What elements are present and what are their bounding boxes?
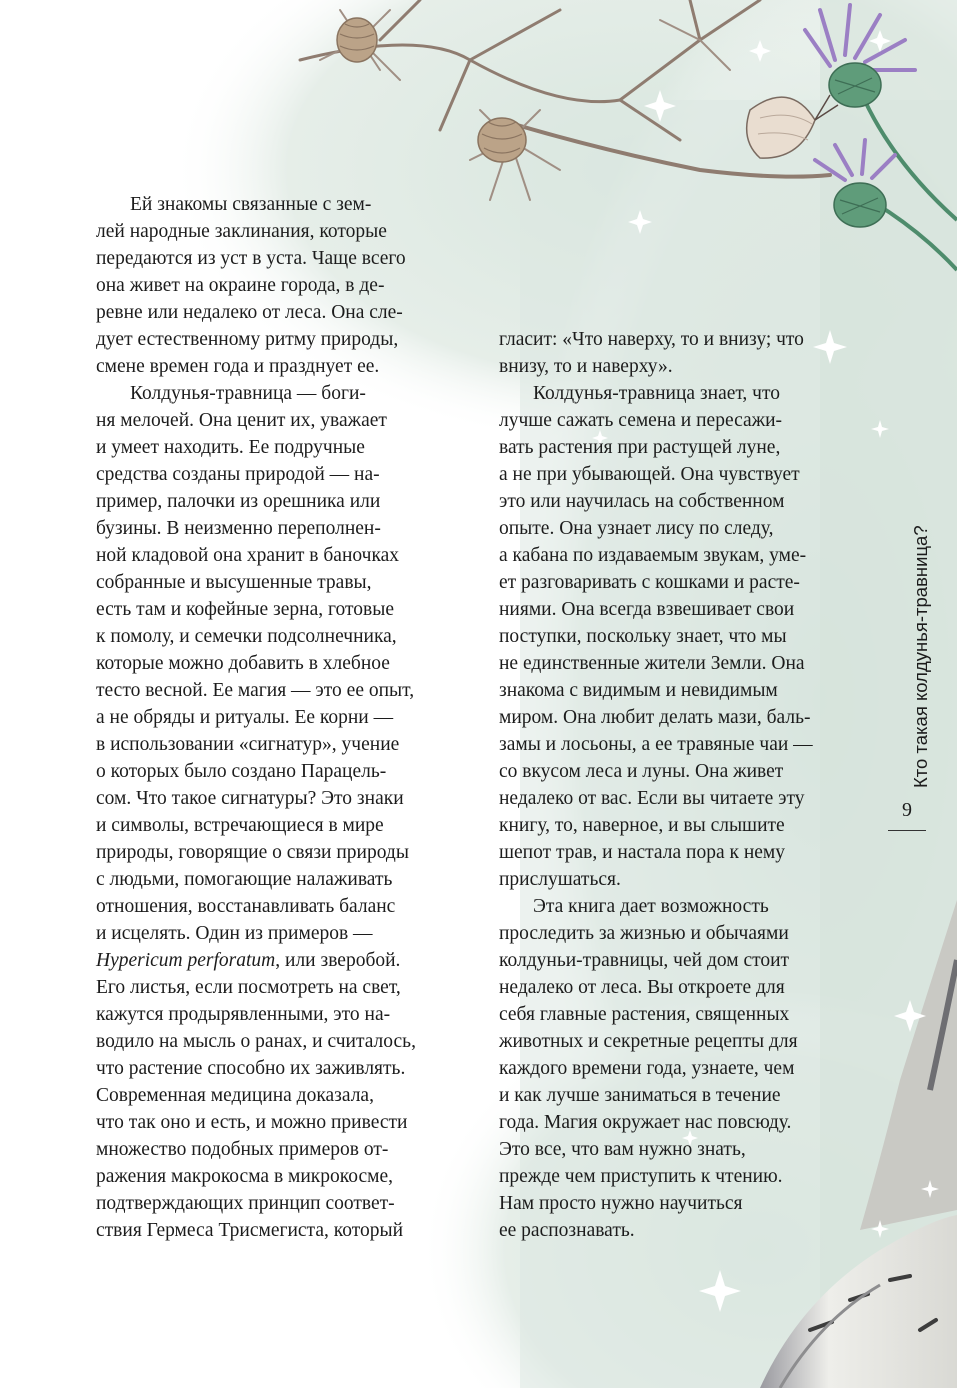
text-line: Эта книга дает возможность [533, 896, 769, 917]
text-line: вать растения при растущей луне, [499, 437, 781, 458]
text-line: проследить за жизнью и обычаями [499, 923, 789, 944]
text-line: а не обряды и ритуалы. Ее корни — [96, 707, 394, 728]
text-line: поступки, поскольку знает, что мы [499, 626, 787, 647]
text-line: это или научилась на собственном [499, 491, 785, 512]
text-line: что растение способно их заживлять. [96, 1058, 406, 1079]
text-line: внизу, то и наверху». [499, 356, 673, 377]
text-line: с людьми, помогающие налаживать [96, 869, 393, 890]
text-line: лучше сажать семена и пересажи- [499, 410, 783, 431]
page-number: 9 [902, 799, 912, 821]
text-line: себя главные растения, священных [499, 1004, 790, 1025]
text-line: бузины. В неизменно переполнен- [96, 518, 381, 539]
text-line: знакома с видимым и невидимым [499, 680, 778, 701]
text-line: природы, говорящие о связи природы [96, 842, 409, 863]
text-line: колдуньи-травницы, чей дом стоит [499, 950, 790, 971]
text-line: смене времен года и празднует ее. [96, 356, 380, 377]
text-line: есть там и кофейные зерна, готовые [96, 599, 394, 620]
text-line-latin-name [96, 947, 416, 974]
text-line: средства созданы природой — на- [96, 464, 380, 485]
text-line: она живет на окраине города, в де- [96, 275, 385, 296]
text-line: водило на мысль о ранах, и считалось, [96, 1031, 416, 1052]
text-line: пример, палочки из орешника или [96, 491, 381, 512]
text-line: шепот трав, и настала пора к нему [499, 842, 786, 863]
text-line: которые можно добавить в хлебное [96, 653, 390, 674]
text-line: Колдунья-травница — боги- [130, 383, 366, 404]
text-line: ствия Гермеса Трисмегиста, который [96, 1220, 404, 1241]
text-line: и умеет находить. Ее подручные [96, 437, 365, 458]
text-line: миром. Она любит делать мази, баль- [499, 707, 811, 728]
text-line: ня мелочей. Она ценит их, уважает [96, 410, 387, 431]
text-line: и как лучше заниматься в течение [499, 1085, 781, 1106]
latin-name-suffix: , или зверобой. [275, 950, 401, 971]
text-line: а кабана по издаваемым звукам, уме- [499, 545, 807, 566]
text-line: подтверждающих принцип соответ- [96, 1193, 395, 1214]
text-line: ее распознавать. [499, 1220, 635, 1241]
latin-plant-name: Hypericum perforatum [96, 950, 276, 971]
text-line: Колдунья-травница знает, что [533, 383, 781, 404]
text-line: со вкусом леса и луны. Она живет [499, 761, 784, 782]
right-text-column [499, 326, 813, 1244]
text-line: Его листья, если посмотреть на свет, [96, 977, 401, 998]
text-line: года. Магия окружает нас повсюду. [499, 1112, 792, 1133]
text-line: гласит: «Что наверху, то и внизу; что [499, 329, 804, 350]
text-line: кажутся продырявленными, это на- [96, 1004, 391, 1025]
page-number-rule [888, 830, 926, 831]
text-line: ной кладовой она хранит в баночках [96, 545, 400, 566]
text-line: прежде чем приступить к чтению. [499, 1166, 783, 1187]
text-line: ет разговаривать с кошками и расте- [499, 572, 800, 593]
text-line: опыте. Она узнает лису по следу, [499, 518, 774, 539]
text-line: дует естественному ритму природы, [96, 329, 399, 350]
text-line: в использовании «сигнатур», учение [96, 734, 400, 755]
text-line: Ей знакомы связанные с зем- [130, 194, 372, 215]
text-line: и символы, встречающиеся в мире [96, 815, 384, 836]
text-line: прислушаться. [499, 869, 621, 890]
text-line: книгу, то, наверное, и вы слышите [499, 815, 785, 836]
text-line: ражения макрокосма в микрокосме, [96, 1166, 394, 1187]
text-line: ниями. Она всегда взвешивает свои [499, 599, 795, 620]
text-line: к помолу, и семечки подсолнечника, [96, 626, 397, 647]
text-line: Это все, что вам нужно знать, [499, 1139, 746, 1160]
text-line: недалеко от леса. Вы откроете для [499, 977, 785, 998]
text-line: ревне или недалеко от леса. Она сле- [96, 302, 403, 323]
text-line: и исцелять. Один из примеров — [96, 923, 373, 944]
text-line: что так оно и есть, и можно привести [96, 1112, 408, 1133]
text-line: лей народные заклинания, которые [96, 221, 387, 242]
text-line: о которых было создано Парацель- [96, 761, 387, 782]
text-line: недалеко от вас. Если вы читаете эту [499, 788, 805, 809]
text-line: Современная медицина доказала, [96, 1085, 374, 1106]
pine-cone-icon [478, 118, 526, 162]
text-line: не единственные жители Земли. Она [499, 653, 805, 674]
pine-cone-icon [337, 18, 377, 62]
text-line: сом. Что такое сигнатуры? Это знаки [96, 788, 404, 809]
left-text-column [96, 191, 416, 1244]
text-line: тесто весной. Ее магия — это ее опыт, [96, 680, 415, 701]
text-line: а не при убывающей. Она чувствует [499, 464, 800, 485]
text-line: каждого времени года, узнаете, чем [499, 1058, 795, 1079]
text-line: собранные и высушенные травы, [96, 572, 372, 593]
text-line: передаются из уст в уста. Чаще всего [96, 248, 406, 269]
text-line: множество подобных примеров от- [96, 1139, 389, 1160]
running-head: Кто такая колдунья-травница? [910, 525, 931, 788]
text-line: Нам просто нужно научиться [499, 1193, 743, 1214]
text-line: животных и секретные рецепты для [499, 1031, 798, 1052]
text-line: замы и лосьоны, а ее травяные чаи — [499, 734, 813, 755]
text-line: отношения, восстанавливать баланс [96, 896, 396, 917]
